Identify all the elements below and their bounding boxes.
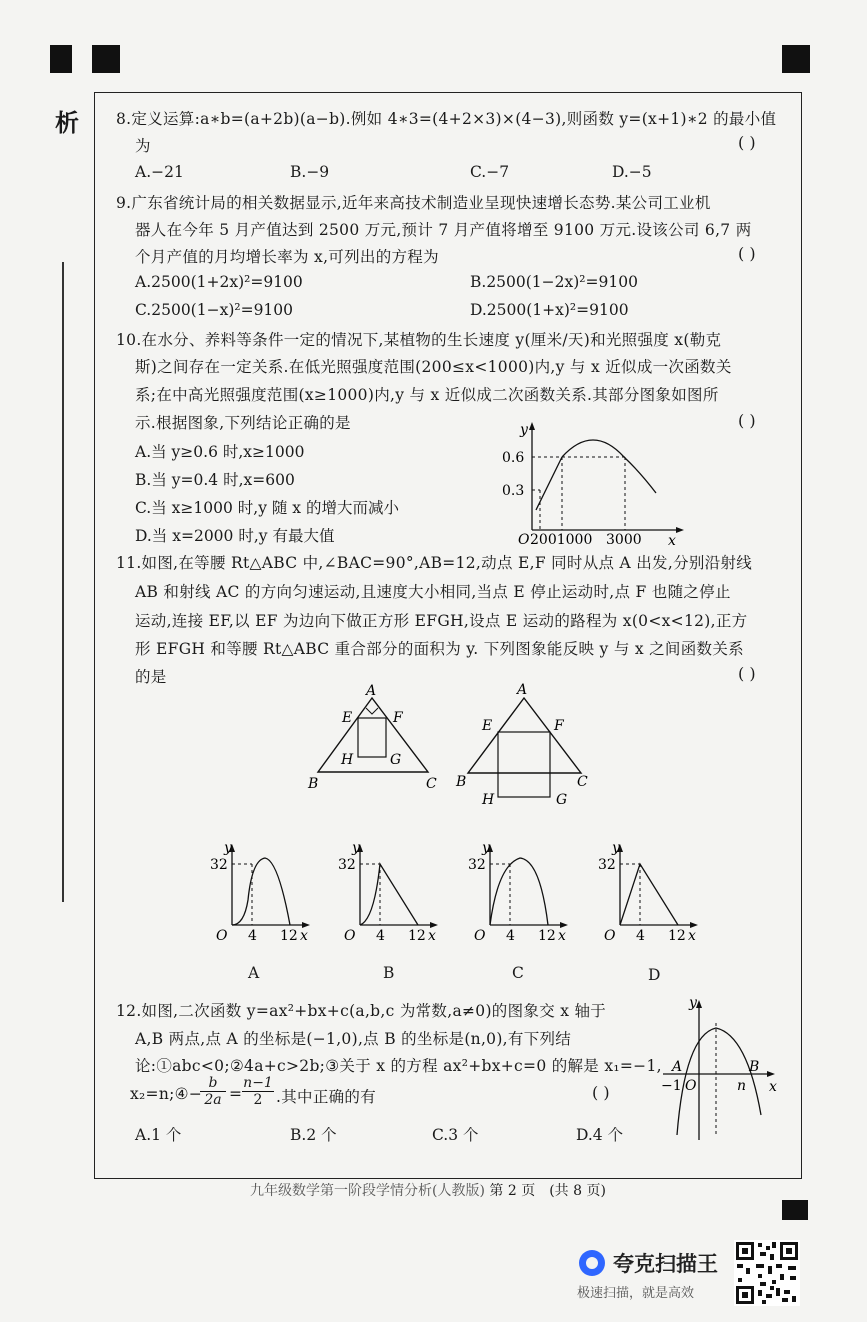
- axis-label: x: [769, 1079, 777, 1095]
- qr-code-icon: [734, 1240, 800, 1306]
- tick-label: −1: [661, 1078, 682, 1094]
- q9-option-d: D.2500(1+x)²=9100: [470, 301, 629, 319]
- q12-option-a: A.1 个: [135, 1126, 182, 1144]
- point-label: B: [749, 1059, 760, 1075]
- q11-graph-b: [338, 840, 448, 945]
- q11-line1: 11.如图,在等腰 Rt△ABC 中,∠BAC=90°,AB=12,动点 E,F 同时从点 A 出发,分别沿射线: [116, 554, 753, 572]
- q11-answer-paren: ( ): [738, 664, 756, 683]
- point-label: C: [426, 776, 437, 792]
- quark-logo-icon: [577, 1248, 607, 1278]
- fraction-denominator: 2a: [204, 1092, 222, 1108]
- point-label: E: [482, 718, 493, 734]
- axis-label: y: [689, 995, 697, 1011]
- q12-answer-paren: ( ): [592, 1083, 610, 1102]
- tick-label: 12: [280, 928, 298, 944]
- point-label: A: [672, 1059, 683, 1075]
- point-label: A: [366, 683, 377, 699]
- fraction-numerator: b: [200, 1075, 226, 1092]
- q9-line3: 个月产值的月均增长率为 x,可列出的方程为: [135, 248, 439, 266]
- q12-line4-end: .其中正确的有: [276, 1088, 377, 1106]
- q10-x-tick: 3000: [606, 532, 642, 545]
- q12-option-c: C.3 个: [432, 1126, 479, 1144]
- q9-answer-paren: ( ): [738, 244, 756, 263]
- q12-line3: 论:①abc<0;②4a+c>2b;③关于 x 的方程 ax²+bx+c=0 的解是 x₁=−1,: [135, 1057, 662, 1075]
- registration-mark: [782, 45, 810, 73]
- origin-label: O: [474, 928, 486, 944]
- q10-line3: 系;在中高光照强度范围(x≥1000)内,y 与 x 近似成二次函数关系.其部分图象如图所: [135, 386, 719, 404]
- tick-label: 4: [636, 928, 645, 944]
- q11-graph-d: [598, 840, 708, 945]
- tick-label: 12: [538, 928, 556, 944]
- q10-y-tick: 0.6: [502, 450, 525, 466]
- q10-graph: [500, 420, 690, 545]
- q10-line4: 示.根据图象,下列结论正确的是: [135, 414, 351, 432]
- q11-line5: 的是: [135, 668, 167, 686]
- q11-graph-letter-a: A: [248, 964, 260, 982]
- point-label: G: [556, 792, 568, 808]
- q12-option-d: D.4 个: [576, 1126, 624, 1144]
- q11-graph-letter-b: B: [383, 964, 395, 982]
- tick-label: 32: [468, 857, 486, 873]
- origin-label: O: [344, 928, 356, 944]
- q10-line1: 10.在水分、养料等条件一定的情况下,某植物的生长速度 y(厘米/天)和光照强度 x(勒克: [116, 331, 722, 349]
- tick-label: 4: [248, 928, 257, 944]
- q11-graph-a: [210, 840, 320, 945]
- tick-label: 4: [376, 928, 385, 944]
- axis-label: x: [428, 928, 436, 944]
- point-label: H: [482, 792, 495, 808]
- q11-triangle-figure-2: [450, 678, 600, 813]
- q10-option-b: B.当 y=0.4 时,x=600: [135, 471, 295, 489]
- fraction-denominator: 2: [253, 1092, 263, 1108]
- page-footer: [250, 1180, 606, 1200]
- q10-origin: O: [518, 532, 530, 545]
- q12-line1: 12.如图,二次函数 y=ax²+bx+c(a,b,c 为常数,a≠0)的图象交 x 轴于: [116, 1002, 607, 1020]
- q10-y-label: y: [520, 422, 528, 438]
- footer-title: 九年级数学第一阶段学情分析(人教版): [250, 1183, 485, 1199]
- side-char: 析: [55, 108, 79, 137]
- tick-label: n: [737, 1078, 747, 1094]
- q8-option-b: B.−9: [290, 163, 330, 181]
- tick-label: 32: [210, 857, 228, 873]
- q8-answer-paren: ( ): [738, 133, 756, 152]
- q9-option-c: C.2500(1−x)²=9100: [135, 301, 294, 319]
- registration-mark: [92, 45, 120, 73]
- tick-label: 32: [338, 857, 356, 873]
- q9-option-b: B.2500(1−2x)²=9100: [470, 273, 638, 291]
- q10-answer-paren: ( ): [738, 411, 756, 430]
- q12-graph: [655, 995, 783, 1143]
- tick-label: 32: [598, 857, 616, 873]
- origin-label: O: [685, 1078, 697, 1094]
- q12-line4-start: x₂=n;④−: [130, 1085, 203, 1103]
- axis-label: y: [224, 840, 232, 856]
- q8-option-a: A.−21: [135, 163, 184, 181]
- brand-slogan: 极速扫描，就是高效: [577, 1286, 695, 1301]
- q10-option-c: C.当 x≥1000 时,y 随 x 的增大而减小: [135, 499, 399, 517]
- axis-label: x: [558, 928, 566, 944]
- scanner-watermark: [577, 1244, 727, 1304]
- registration-mark: [782, 1200, 808, 1220]
- axis-label: x: [300, 928, 308, 944]
- axis-label: y: [482, 840, 490, 856]
- fraction-numerator: n−1: [243, 1075, 273, 1091]
- q11-graph-letter-d: D: [648, 966, 661, 984]
- q8-line2: 为: [135, 137, 151, 155]
- q12-option-b: B.2 个: [290, 1126, 337, 1144]
- q10-y-tick: 0.3: [502, 483, 525, 499]
- q8-option-d: D.−5: [612, 163, 652, 181]
- point-label: C: [577, 774, 588, 790]
- point-label: B: [308, 776, 319, 792]
- point-label: E: [342, 710, 353, 726]
- q12-equals: =: [229, 1085, 243, 1103]
- q11-line2: AB 和射线 AC 的方向匀速运动,且速度大小相同,当点 E 停止运动时,点 F 也随之停止: [135, 583, 731, 601]
- q11-graph-c: [468, 840, 578, 945]
- point-label: B: [456, 774, 467, 790]
- q9-line1: 9.广东省统计局的相关数据显示,近年来高技术制造业呈现快速增长态势.某公司工业机: [116, 194, 711, 212]
- q8-line1: 8.定义运算:a∗b=(a+2b)(a−b).例如 4∗3=(4+2×3)×(4−3),则函数 y=(x+1)∗2 的最小值: [116, 110, 777, 128]
- point-label: H: [341, 752, 354, 768]
- q9-option-a: A.2500(1+2x)²=9100: [135, 273, 303, 291]
- q11-triangle-figure-1: [300, 680, 450, 795]
- q9-line2: 器人在今年 5 月产值达到 2500 万元,预计 7 月产值将增至 9100 万元.设该公司 6,7 两: [135, 221, 752, 239]
- tick-label: 12: [668, 928, 686, 944]
- q10-option-d: D.当 x=2000 时,y 有最大值: [135, 527, 335, 545]
- origin-label: O: [216, 928, 228, 944]
- tick-label: 4: [506, 928, 515, 944]
- axis-label: y: [352, 840, 360, 856]
- q10-option-a: A.当 y≥0.6 时,x≥1000: [135, 443, 305, 461]
- q10-line2: 斯)之间存在一定关系.在低光照强度范围(200≤x<1000)内,y 与 x 近似成一次函数关: [135, 358, 732, 376]
- q11-line4: 形 EFGH 和等腰 Rt△ABC 重合部分的面积为 y. 下列图象能反映 y 与 x 之间函数关系: [135, 640, 744, 658]
- tick-label: 12: [408, 928, 426, 944]
- q12-fraction-2: [242, 1075, 274, 1108]
- point-label: G: [390, 752, 402, 768]
- q10-x-label: x: [668, 533, 676, 545]
- q8-option-c: C.−7: [470, 163, 510, 181]
- axis-label: y: [612, 840, 620, 856]
- binding-line: [62, 262, 64, 902]
- point-label: F: [554, 718, 564, 734]
- axis-label: x: [688, 928, 696, 944]
- q10-x-tick: 2001000: [530, 532, 593, 545]
- q11-graph-letter-c: C: [512, 964, 524, 982]
- origin-label: O: [604, 928, 616, 944]
- point-label: F: [393, 710, 403, 726]
- registration-mark: [50, 45, 72, 73]
- point-label: A: [517, 682, 528, 698]
- q11-line3: 运动,连接 EF,以 EF 为边向下做正方形 EFGH,设点 E 运动的路程为 x(0<x<12),正方: [135, 612, 748, 630]
- page-number: 第 2 页 (共 8 页): [489, 1183, 606, 1199]
- q12-line2: A,B 两点,点 A 的坐标是(−1,0),点 B 的坐标是(n,0),有下列结: [135, 1030, 572, 1048]
- q12-fraction-1: [200, 1075, 226, 1108]
- brand-name: 夸克扫描王: [613, 1252, 718, 1276]
